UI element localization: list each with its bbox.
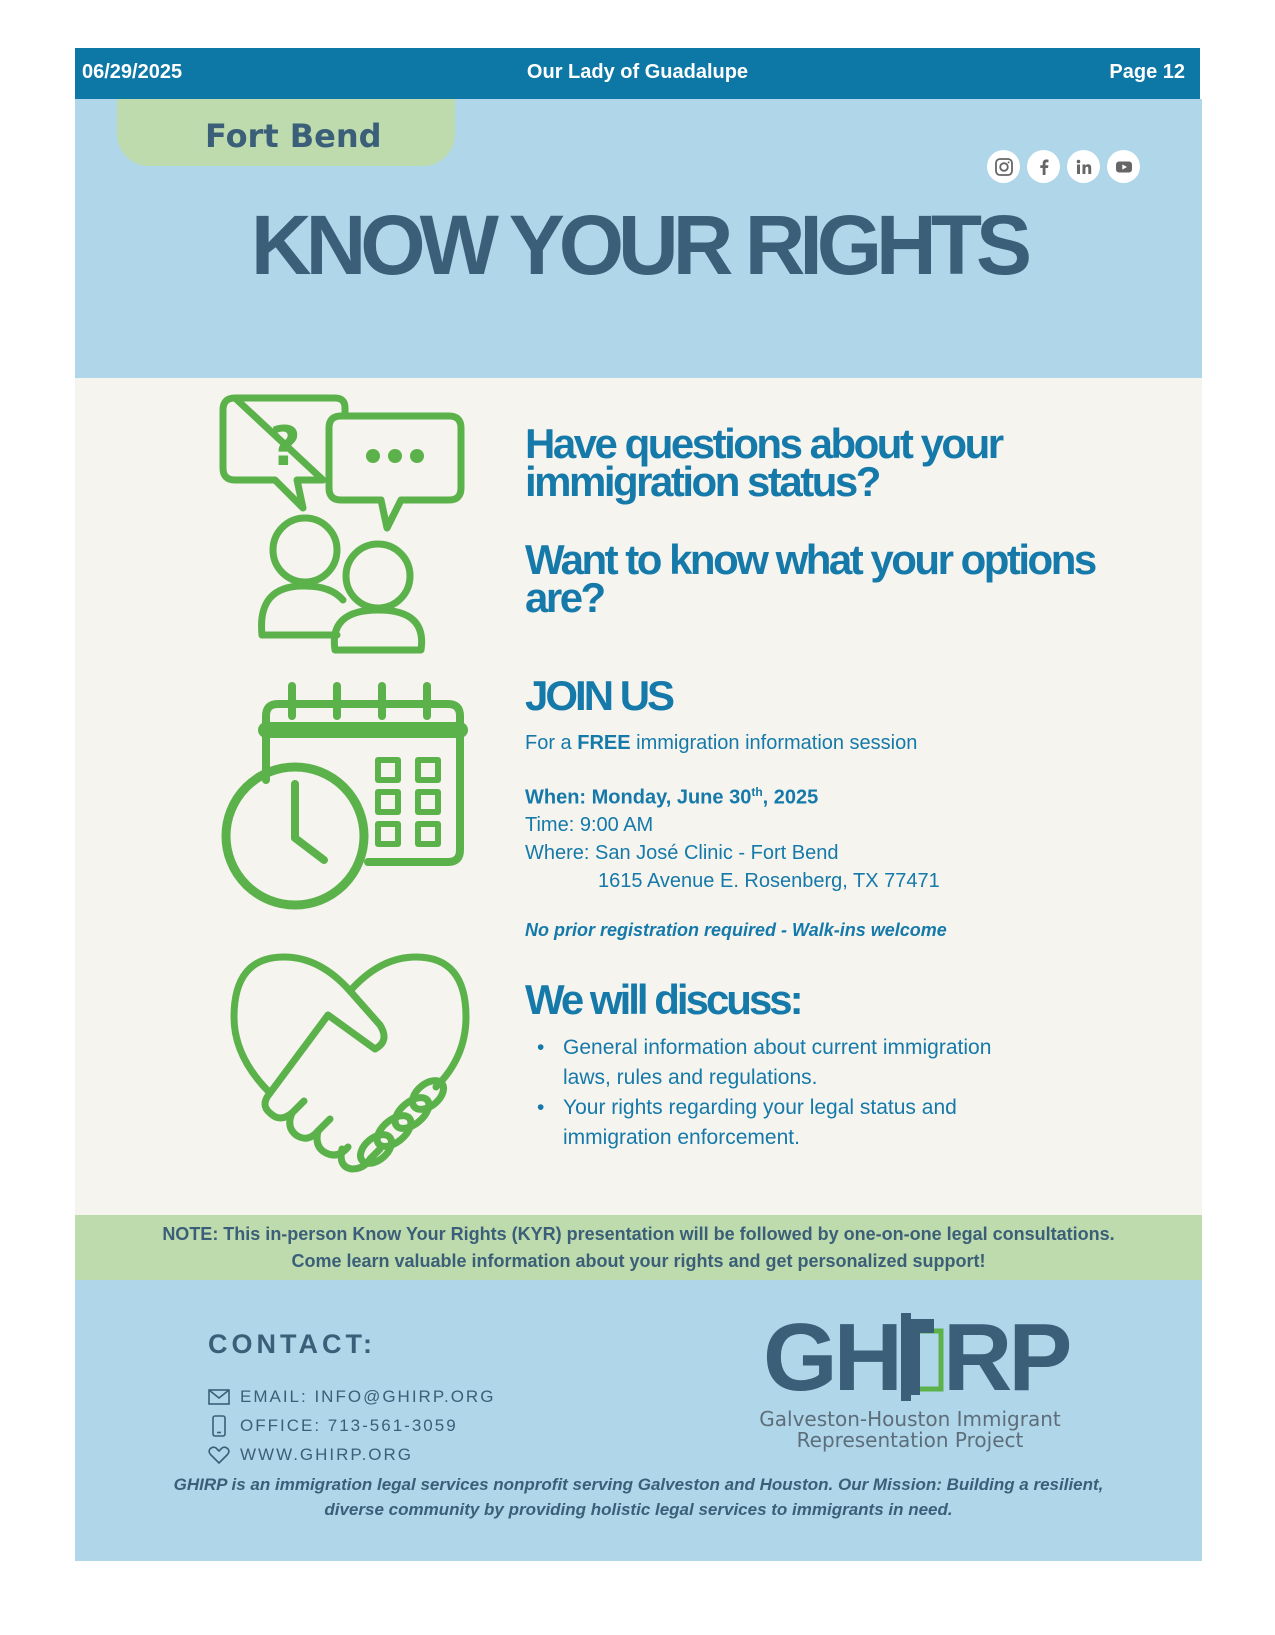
page-number: Page 12 bbox=[1109, 61, 1185, 83]
event-location: Where: San José Clinic - Fort Bend bbox=[525, 842, 839, 864]
mission-line-2: diverse community by providing holistic legal services to immigrants in need. bbox=[324, 1500, 953, 1519]
session-description bbox=[525, 732, 917, 755]
logo-subtitle bbox=[725, 1409, 1095, 1451]
phone-icon bbox=[208, 1415, 230, 1437]
instagram-icon[interactable] bbox=[987, 150, 1020, 183]
svg-text:?: ? bbox=[269, 415, 301, 478]
envelope-icon bbox=[208, 1386, 230, 1408]
social-icons bbox=[987, 150, 1140, 183]
facebook-icon[interactable] bbox=[1027, 150, 1060, 183]
discussion-bullet-1 bbox=[563, 1033, 1083, 1093]
note-line-2: Come learn valuable information about your rights and get personalized support! bbox=[291, 1251, 986, 1271]
youtube-icon[interactable] bbox=[1107, 150, 1140, 183]
heart-icon bbox=[208, 1444, 230, 1466]
contact-website[interactable] bbox=[208, 1444, 413, 1466]
handshake-heart-icon bbox=[230, 953, 470, 1178]
header-date: 06/29/2025 bbox=[82, 61, 183, 83]
contact-heading: CONTACT: bbox=[208, 1329, 376, 1359]
flyer-top-section bbox=[75, 99, 1202, 378]
question-1-line-2: immigration status? bbox=[525, 458, 879, 505]
headline: KNOW YOUR RIGHTS bbox=[250, 198, 1027, 292]
question-1-line-1: Have questions about your bbox=[525, 420, 1002, 467]
event-address: 1615 Avenue E. Rosenberg, TX 77471 bbox=[598, 870, 940, 892]
mission-line-1: GHIRP is an immigration legal services nonprofit serving Galveston and Houston. Our Mission: Building a resilient, bbox=[173, 1475, 1104, 1494]
mission-statement bbox=[75, 1472, 1202, 1522]
event-date bbox=[525, 785, 818, 810]
bulletin-title: Our Lady of Guadalupe bbox=[526, 61, 749, 83]
bullet-2-line-1: • Your rights regarding your legal status and bbox=[563, 1096, 957, 1119]
join-us-heading: JOIN US bbox=[525, 672, 673, 719]
logo-subtitle-line-2: Representation Project bbox=[796, 1428, 1024, 1452]
svg-text:RP: RP bbox=[943, 1305, 1069, 1405]
discuss-heading: We will discuss: bbox=[525, 976, 801, 1023]
contact-phone-text: OFFICE: 713-561-3059 bbox=[240, 1416, 458, 1435]
note-line-1: NOTE: This in-person Know Your Rights (KYR) presentation will be followed by one-on-one legal consultations. bbox=[162, 1224, 1115, 1244]
consultation-note bbox=[75, 1215, 1202, 1280]
svg-text:GH: GH bbox=[763, 1305, 899, 1405]
event-time: Time: 9:00 AM bbox=[525, 814, 654, 836]
logo-subtitle-line-1: Galveston-Houston Immigrant bbox=[759, 1407, 1061, 1431]
registration-note: No prior registration required - Walk-ins welcome bbox=[525, 920, 947, 940]
location-tag bbox=[117, 99, 455, 166]
question-1 bbox=[525, 420, 1002, 505]
contact-section bbox=[75, 1280, 1202, 1561]
contact-email[interactable] bbox=[208, 1386, 495, 1408]
event-date-label: When: Monday, June 30 bbox=[525, 786, 752, 809]
session-prefix: For a bbox=[525, 732, 578, 754]
questions-people-icon bbox=[215, 390, 475, 665]
bullet-1-line-2: laws, rules and regulations. bbox=[563, 1066, 818, 1089]
session-suffix: immigration information session bbox=[630, 732, 918, 754]
contact-email-text: EMAIL: INFO@GHIRP.ORG bbox=[240, 1387, 496, 1406]
location-tag-label: Fort Bend bbox=[205, 117, 382, 155]
discussion-bullet-2 bbox=[563, 1093, 1083, 1153]
question-2 bbox=[525, 536, 1095, 621]
contact-website-text: WWW.GHIRP.ORG bbox=[240, 1445, 414, 1464]
know-your-rights-flyer bbox=[75, 99, 1202, 1561]
contact-phone[interactable] bbox=[208, 1415, 458, 1437]
flyer-info-section bbox=[75, 378, 1202, 1215]
page-header bbox=[75, 48, 1200, 99]
calendar-clock-icon bbox=[220, 680, 470, 925]
event-date-year: , 2025 bbox=[762, 786, 819, 809]
linkedin-icon[interactable] bbox=[1067, 150, 1100, 183]
question-2-line-1: Want to know what your options bbox=[525, 536, 1095, 583]
bullet-2-line-2: immigration enforcement. bbox=[563, 1126, 800, 1149]
question-2-line-2: are? bbox=[525, 574, 604, 621]
event-date-suffix: th bbox=[751, 785, 763, 799]
bullet-1-line-1: • General information about current immigration bbox=[563, 1036, 992, 1059]
session-free: FREE bbox=[577, 732, 631, 754]
